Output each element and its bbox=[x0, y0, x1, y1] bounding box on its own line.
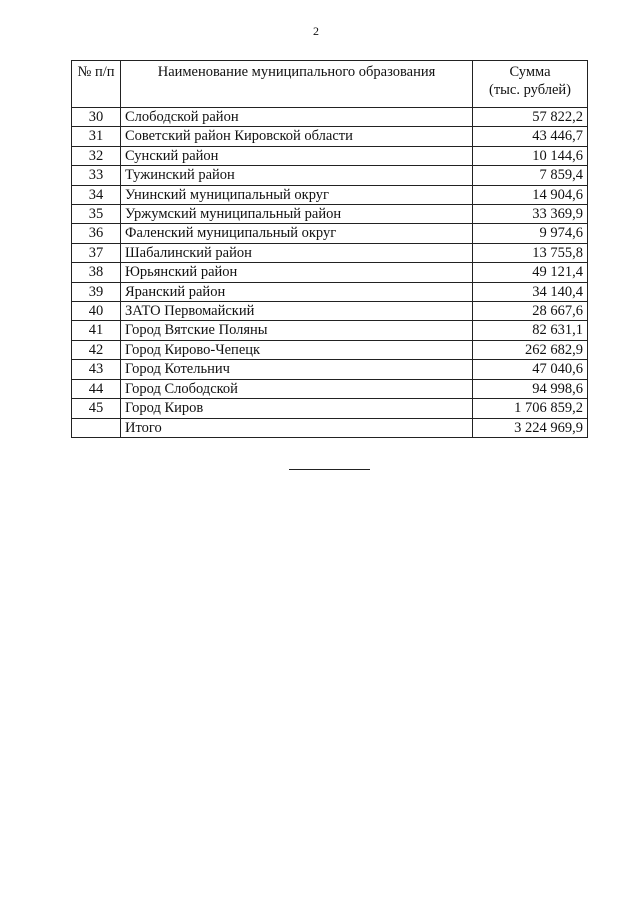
table-row bbox=[72, 263, 588, 282]
row-num: 37 bbox=[72, 243, 121, 262]
table-row bbox=[72, 127, 588, 146]
table-row bbox=[72, 340, 588, 359]
total-sum: 3 224 969,9 bbox=[473, 418, 588, 437]
row-num: 41 bbox=[72, 321, 121, 340]
row-sum: 13 755,8 bbox=[473, 243, 588, 262]
table-row bbox=[72, 360, 588, 379]
row-num: 38 bbox=[72, 263, 121, 282]
row-sum: 1 706 859,2 bbox=[473, 399, 588, 418]
row-num: 43 bbox=[72, 360, 121, 379]
row-name: Сунский район bbox=[121, 146, 473, 165]
table-row bbox=[72, 379, 588, 398]
header-sum bbox=[473, 61, 588, 108]
row-num: 39 bbox=[72, 282, 121, 301]
row-num: 31 bbox=[72, 127, 121, 146]
row-sum: 34 140,4 bbox=[473, 282, 588, 301]
row-name: Тужинский район bbox=[121, 166, 473, 185]
end-of-document-rule bbox=[289, 469, 370, 470]
row-sum: 47 040,6 bbox=[473, 360, 588, 379]
row-name: Яранский район bbox=[121, 282, 473, 301]
row-name: Уржумский муниципальный район bbox=[121, 205, 473, 224]
row-num: 34 bbox=[72, 185, 121, 204]
row-name: Шабалинский район bbox=[121, 243, 473, 262]
header-name: Наименование муниципального образования bbox=[121, 61, 473, 108]
municipal-sums-table bbox=[71, 60, 588, 438]
row-sum: 49 121,4 bbox=[473, 263, 588, 282]
row-name: Город Кирово-Чепецк bbox=[121, 340, 473, 359]
row-num: 32 bbox=[72, 146, 121, 165]
row-sum: 94 998,6 bbox=[473, 379, 588, 398]
row-num: 42 bbox=[72, 340, 121, 359]
header-sum-line2: (тыс. рублей) bbox=[489, 82, 571, 99]
row-num: 45 bbox=[72, 399, 121, 418]
table-row bbox=[72, 224, 588, 243]
page-number: 2 bbox=[313, 24, 319, 38]
total-num bbox=[72, 418, 121, 437]
row-sum: 28 667,6 bbox=[473, 302, 588, 321]
table-row bbox=[72, 321, 588, 340]
total-label: Итого bbox=[121, 418, 473, 437]
row-name: Советский район Кировской области bbox=[121, 127, 473, 146]
row-sum: 9 974,6 bbox=[473, 224, 588, 243]
row-sum: 33 369,9 bbox=[473, 205, 588, 224]
table-row bbox=[72, 146, 588, 165]
row-num: 40 bbox=[72, 302, 121, 321]
header-num: № п/п bbox=[72, 61, 121, 108]
row-num: 44 bbox=[72, 379, 121, 398]
row-num: 30 bbox=[72, 108, 121, 127]
table-row bbox=[72, 108, 588, 127]
header-sum-line1: Сумма bbox=[509, 64, 551, 80]
row-name: Город Слободской bbox=[121, 379, 473, 398]
row-sum: 10 144,6 bbox=[473, 146, 588, 165]
row-sum: 82 631,1 bbox=[473, 321, 588, 340]
table-row bbox=[72, 399, 588, 418]
table-row bbox=[72, 243, 588, 262]
table-row bbox=[72, 166, 588, 185]
row-name: ЗАТО Первомайский bbox=[121, 302, 473, 321]
row-name: Юрьянский район bbox=[121, 263, 473, 282]
row-name: Город Котельнич bbox=[121, 360, 473, 379]
table-row bbox=[72, 185, 588, 204]
table-header-row bbox=[72, 61, 588, 108]
row-name: Город Вятские Поляны bbox=[121, 321, 473, 340]
row-num: 36 bbox=[72, 224, 121, 243]
row-num: 33 bbox=[72, 166, 121, 185]
table-total-row bbox=[72, 418, 588, 437]
row-sum: 57 822,2 bbox=[473, 108, 588, 127]
row-name: Фаленский муниципальный округ bbox=[121, 224, 473, 243]
row-sum: 14 904,6 bbox=[473, 185, 588, 204]
row-num: 35 bbox=[72, 205, 121, 224]
row-name: Город Киров bbox=[121, 399, 473, 418]
row-name: Унинский муниципальный округ bbox=[121, 185, 473, 204]
table-row bbox=[72, 282, 588, 301]
row-sum: 7 859,4 bbox=[473, 166, 588, 185]
row-name: Слободской район bbox=[121, 108, 473, 127]
row-sum: 262 682,9 bbox=[473, 340, 588, 359]
table-row bbox=[72, 302, 588, 321]
table-row bbox=[72, 205, 588, 224]
row-sum: 43 446,7 bbox=[473, 127, 588, 146]
